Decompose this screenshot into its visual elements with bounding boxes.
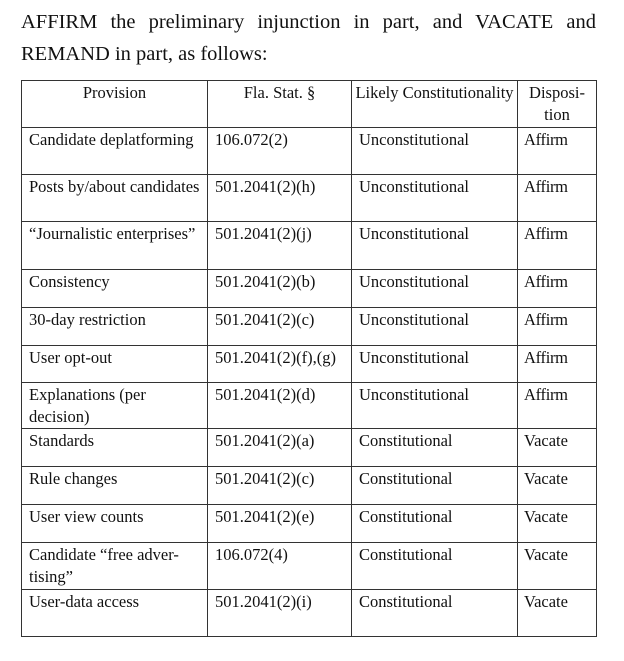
constitutionality-cell: Constitutional — [352, 543, 518, 590]
table-row — [22, 270, 597, 308]
table-row — [22, 128, 597, 175]
statute-cell: 501.2041(2)(h) — [208, 175, 352, 222]
constitutionality-cell: Constitutional — [352, 467, 518, 505]
table-row — [22, 467, 597, 505]
constitutionality-cell: Unconstitutional — [352, 128, 518, 175]
provision-cell: Candidate deplatforming — [22, 128, 208, 175]
disposition-cell: Affirm — [518, 308, 597, 346]
provision-cell: User view counts — [22, 505, 208, 543]
constitutionality-cell: Unconstitutional — [352, 175, 518, 222]
constitutionality-cell: Constitutional — [352, 505, 518, 543]
constitutionality-cell: Unconstitutional — [352, 346, 518, 383]
disposition-cell: Vacate — [518, 467, 597, 505]
constitutionality-cell: Constitutional — [352, 429, 518, 467]
provision-cell: “Journalistic enterprises” — [22, 222, 208, 270]
header-provision: Provision — [22, 81, 208, 128]
disposition-cell: Affirm — [518, 383, 597, 429]
header-statute: Fla. Stat. § — [208, 81, 352, 128]
disposition-cell: Affirm — [518, 175, 597, 222]
statute-cell: 501.2041(2)(e) — [208, 505, 352, 543]
intro-paragraph: AFFIRM the preliminary injunction in part, and VACATE and REMAND in part, as follows: — [21, 11, 596, 65]
constitutionality-cell: Unconstitutional — [352, 383, 518, 429]
table-row — [22, 308, 597, 346]
provision-cell: Rule changes — [22, 467, 208, 505]
disposition-cell: Affirm — [518, 346, 597, 383]
provision-cell: User-data access — [22, 590, 208, 637]
provision-cell: Candidate “free adver-tising” — [22, 543, 208, 590]
table-row — [22, 175, 597, 222]
statute-cell: 501.2041(2)(c) — [208, 308, 352, 346]
table-row — [22, 429, 597, 467]
header-constitutionality — [352, 81, 518, 128]
statute-cell: 501.2041(2)(b) — [208, 270, 352, 308]
constitutionality-cell: Unconstitutional — [352, 308, 518, 346]
statute-cell: 501.2041(2)(f),(g) — [208, 346, 352, 383]
provision-cell: 30-day restriction — [22, 308, 208, 346]
table-row — [22, 505, 597, 543]
disposition-cell: Affirm — [518, 128, 597, 175]
disposition-table — [21, 80, 597, 637]
table-row — [22, 346, 597, 383]
statute-cell: 106.072(4) — [208, 543, 352, 590]
provision-cell: Standards — [22, 429, 208, 467]
provision-cell: Explanations (per decision) — [22, 383, 208, 429]
provision-cell: Posts by/about candidates — [22, 175, 208, 222]
table-row — [22, 543, 597, 590]
disposition-cell: Vacate — [518, 505, 597, 543]
header-disposition — [518, 81, 597, 128]
disposition-cell: Affirm — [518, 222, 597, 270]
statute-cell: 501.2041(2)(c) — [208, 467, 352, 505]
constitutionality-cell: Constitutional — [352, 590, 518, 637]
disposition-cell: Affirm — [518, 270, 597, 308]
header-constitutionality-text: Likely Constitutionality — [355, 83, 514, 102]
statute-cell: 501.2041(2)(i) — [208, 590, 352, 637]
disposition-cell: Vacate — [518, 543, 597, 590]
statute-cell: 501.2041(2)(a) — [208, 429, 352, 467]
provision-cell: Consistency — [22, 270, 208, 308]
table-row — [22, 222, 597, 270]
table-header-row — [22, 81, 597, 128]
disposition-cell: Vacate — [518, 429, 597, 467]
disposition-cell: Vacate — [518, 590, 597, 637]
constitutionality-cell: Unconstitutional — [352, 222, 518, 270]
constitutionality-cell: Unconstitutional — [352, 270, 518, 308]
table-row — [22, 590, 597, 637]
table-row — [22, 383, 597, 429]
header-disposition-text: Disposi-tion — [529, 83, 585, 124]
statute-cell: 501.2041(2)(j) — [208, 222, 352, 270]
statute-cell: 501.2041(2)(d) — [208, 383, 352, 429]
provision-cell: User opt-out — [22, 346, 208, 383]
statute-cell: 106.072(2) — [208, 128, 352, 175]
